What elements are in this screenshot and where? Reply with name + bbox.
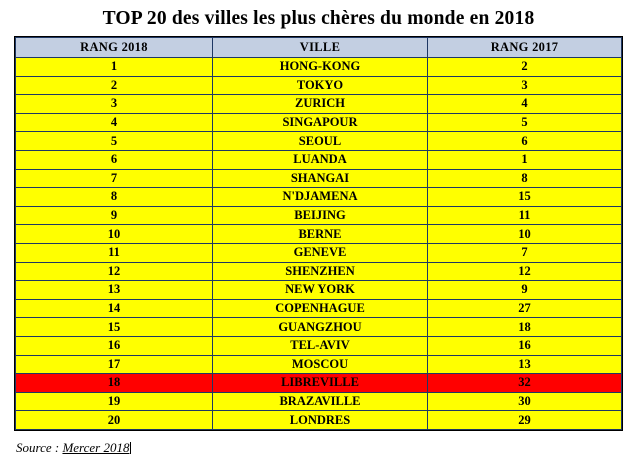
cell-ville: TOKYO [212, 76, 427, 95]
cell-ville: BERNE [212, 225, 427, 244]
source-note [16, 440, 637, 456]
cell-rang-2018: 18 [16, 374, 213, 393]
cell-rang-2018: 12 [16, 262, 213, 281]
cell-rang-2017: 1 [428, 150, 622, 169]
cell-ville: COPENHAGUE [212, 299, 427, 318]
cell-rang-2017: 18 [428, 318, 622, 337]
cell-rang-2018: 11 [16, 243, 213, 262]
cell-ville: BEIJING [212, 206, 427, 225]
cell-rang-2017: 5 [428, 113, 622, 132]
table-header [16, 38, 622, 58]
cell-rang-2017: 29 [428, 411, 622, 430]
cell-rang-2017: 15 [428, 188, 622, 207]
cell-ville: SINGAPOUR [212, 113, 427, 132]
cell-rang-2018: 15 [16, 318, 213, 337]
table-row [16, 243, 622, 262]
cell-rang-2018: 8 [16, 188, 213, 207]
table-row [16, 281, 622, 300]
cell-rang-2017: 7 [428, 243, 622, 262]
cell-rang-2018: 16 [16, 336, 213, 355]
cell-rang-2018: 19 [16, 392, 213, 411]
ranking-table [15, 37, 622, 430]
table-row [16, 58, 622, 77]
table-row [16, 76, 622, 95]
cell-rang-2017: 6 [428, 132, 622, 151]
cell-rang-2017: 13 [428, 355, 622, 374]
cell-rang-2018: 4 [16, 113, 213, 132]
cell-rang-2018: 2 [16, 76, 213, 95]
cell-rang-2018: 6 [16, 150, 213, 169]
cell-ville: BRAZAVILLE [212, 392, 427, 411]
cell-ville: GENEVE [212, 243, 427, 262]
cell-rang-2017: 27 [428, 299, 622, 318]
table-row [16, 318, 622, 337]
table-row [16, 206, 622, 225]
ranking-table-container [14, 36, 623, 431]
cell-rang-2017: 30 [428, 392, 622, 411]
cell-ville: LUANDA [212, 150, 427, 169]
cell-rang-2017: 10 [428, 225, 622, 244]
cell-ville: SEOUL [212, 132, 427, 151]
table-row [16, 392, 622, 411]
table-row [16, 374, 622, 393]
cell-rang-2018: 14 [16, 299, 213, 318]
cell-rang-2017: 12 [428, 262, 622, 281]
cell-ville: TEL-AVIV [212, 336, 427, 355]
table-row [16, 150, 622, 169]
text-cursor [130, 442, 131, 454]
cell-ville: GUANGZHOU [212, 318, 427, 337]
cell-ville: LONDRES [212, 411, 427, 430]
table-row [16, 299, 622, 318]
table-row [16, 132, 622, 151]
table-row [16, 355, 622, 374]
cell-rang-2018: 7 [16, 169, 213, 188]
table-row [16, 262, 622, 281]
table-row [16, 188, 622, 207]
column-header-rang-2017: RANG 2017 [428, 38, 622, 58]
cell-rang-2018: 5 [16, 132, 213, 151]
cell-rang-2018: 20 [16, 411, 213, 430]
table-row [16, 113, 622, 132]
table-body [16, 58, 622, 430]
page-title: TOP 20 des villes les plus chères du monde en 2018 [102, 8, 535, 29]
table-row [16, 95, 622, 114]
cell-ville: SHANGAI [212, 169, 427, 188]
cell-rang-2018: 3 [16, 95, 213, 114]
cell-rang-2018: 17 [16, 355, 213, 374]
table-header-row [16, 38, 622, 58]
cell-rang-2017: 9 [428, 281, 622, 300]
cell-rang-2017: 16 [428, 336, 622, 355]
source-label: Source : [16, 439, 63, 455]
cell-rang-2017: 4 [428, 95, 622, 114]
cell-rang-2018: 9 [16, 206, 213, 225]
cell-ville: NEW YORK [212, 281, 427, 300]
cell-ville: N'DJAMENA [212, 188, 427, 207]
cell-rang-2018: 1 [16, 58, 213, 77]
cell-rang-2017: 2 [428, 58, 622, 77]
table-row [16, 169, 622, 188]
table-row [16, 225, 622, 244]
cell-rang-2017: 11 [428, 206, 622, 225]
cell-ville: LIBREVILLE [212, 374, 427, 393]
cell-rang-2018: 10 [16, 225, 213, 244]
cell-ville: ZURICH [212, 95, 427, 114]
cell-rang-2018: 13 [16, 281, 213, 300]
cell-rang-2017: 8 [428, 169, 622, 188]
column-header-ville: VILLE [212, 38, 427, 58]
cell-ville: HONG-KONG [212, 58, 427, 77]
column-header-rang-2018: RANG 2018 [16, 38, 213, 58]
cell-rang-2017: 3 [428, 76, 622, 95]
table-row [16, 411, 622, 430]
cell-rang-2017: 32 [428, 374, 622, 393]
source-value: Mercer 2018 [62, 439, 130, 455]
cell-ville: MOSCOU [212, 355, 427, 374]
table-row [16, 336, 622, 355]
cell-ville: SHENZHEN [212, 262, 427, 281]
